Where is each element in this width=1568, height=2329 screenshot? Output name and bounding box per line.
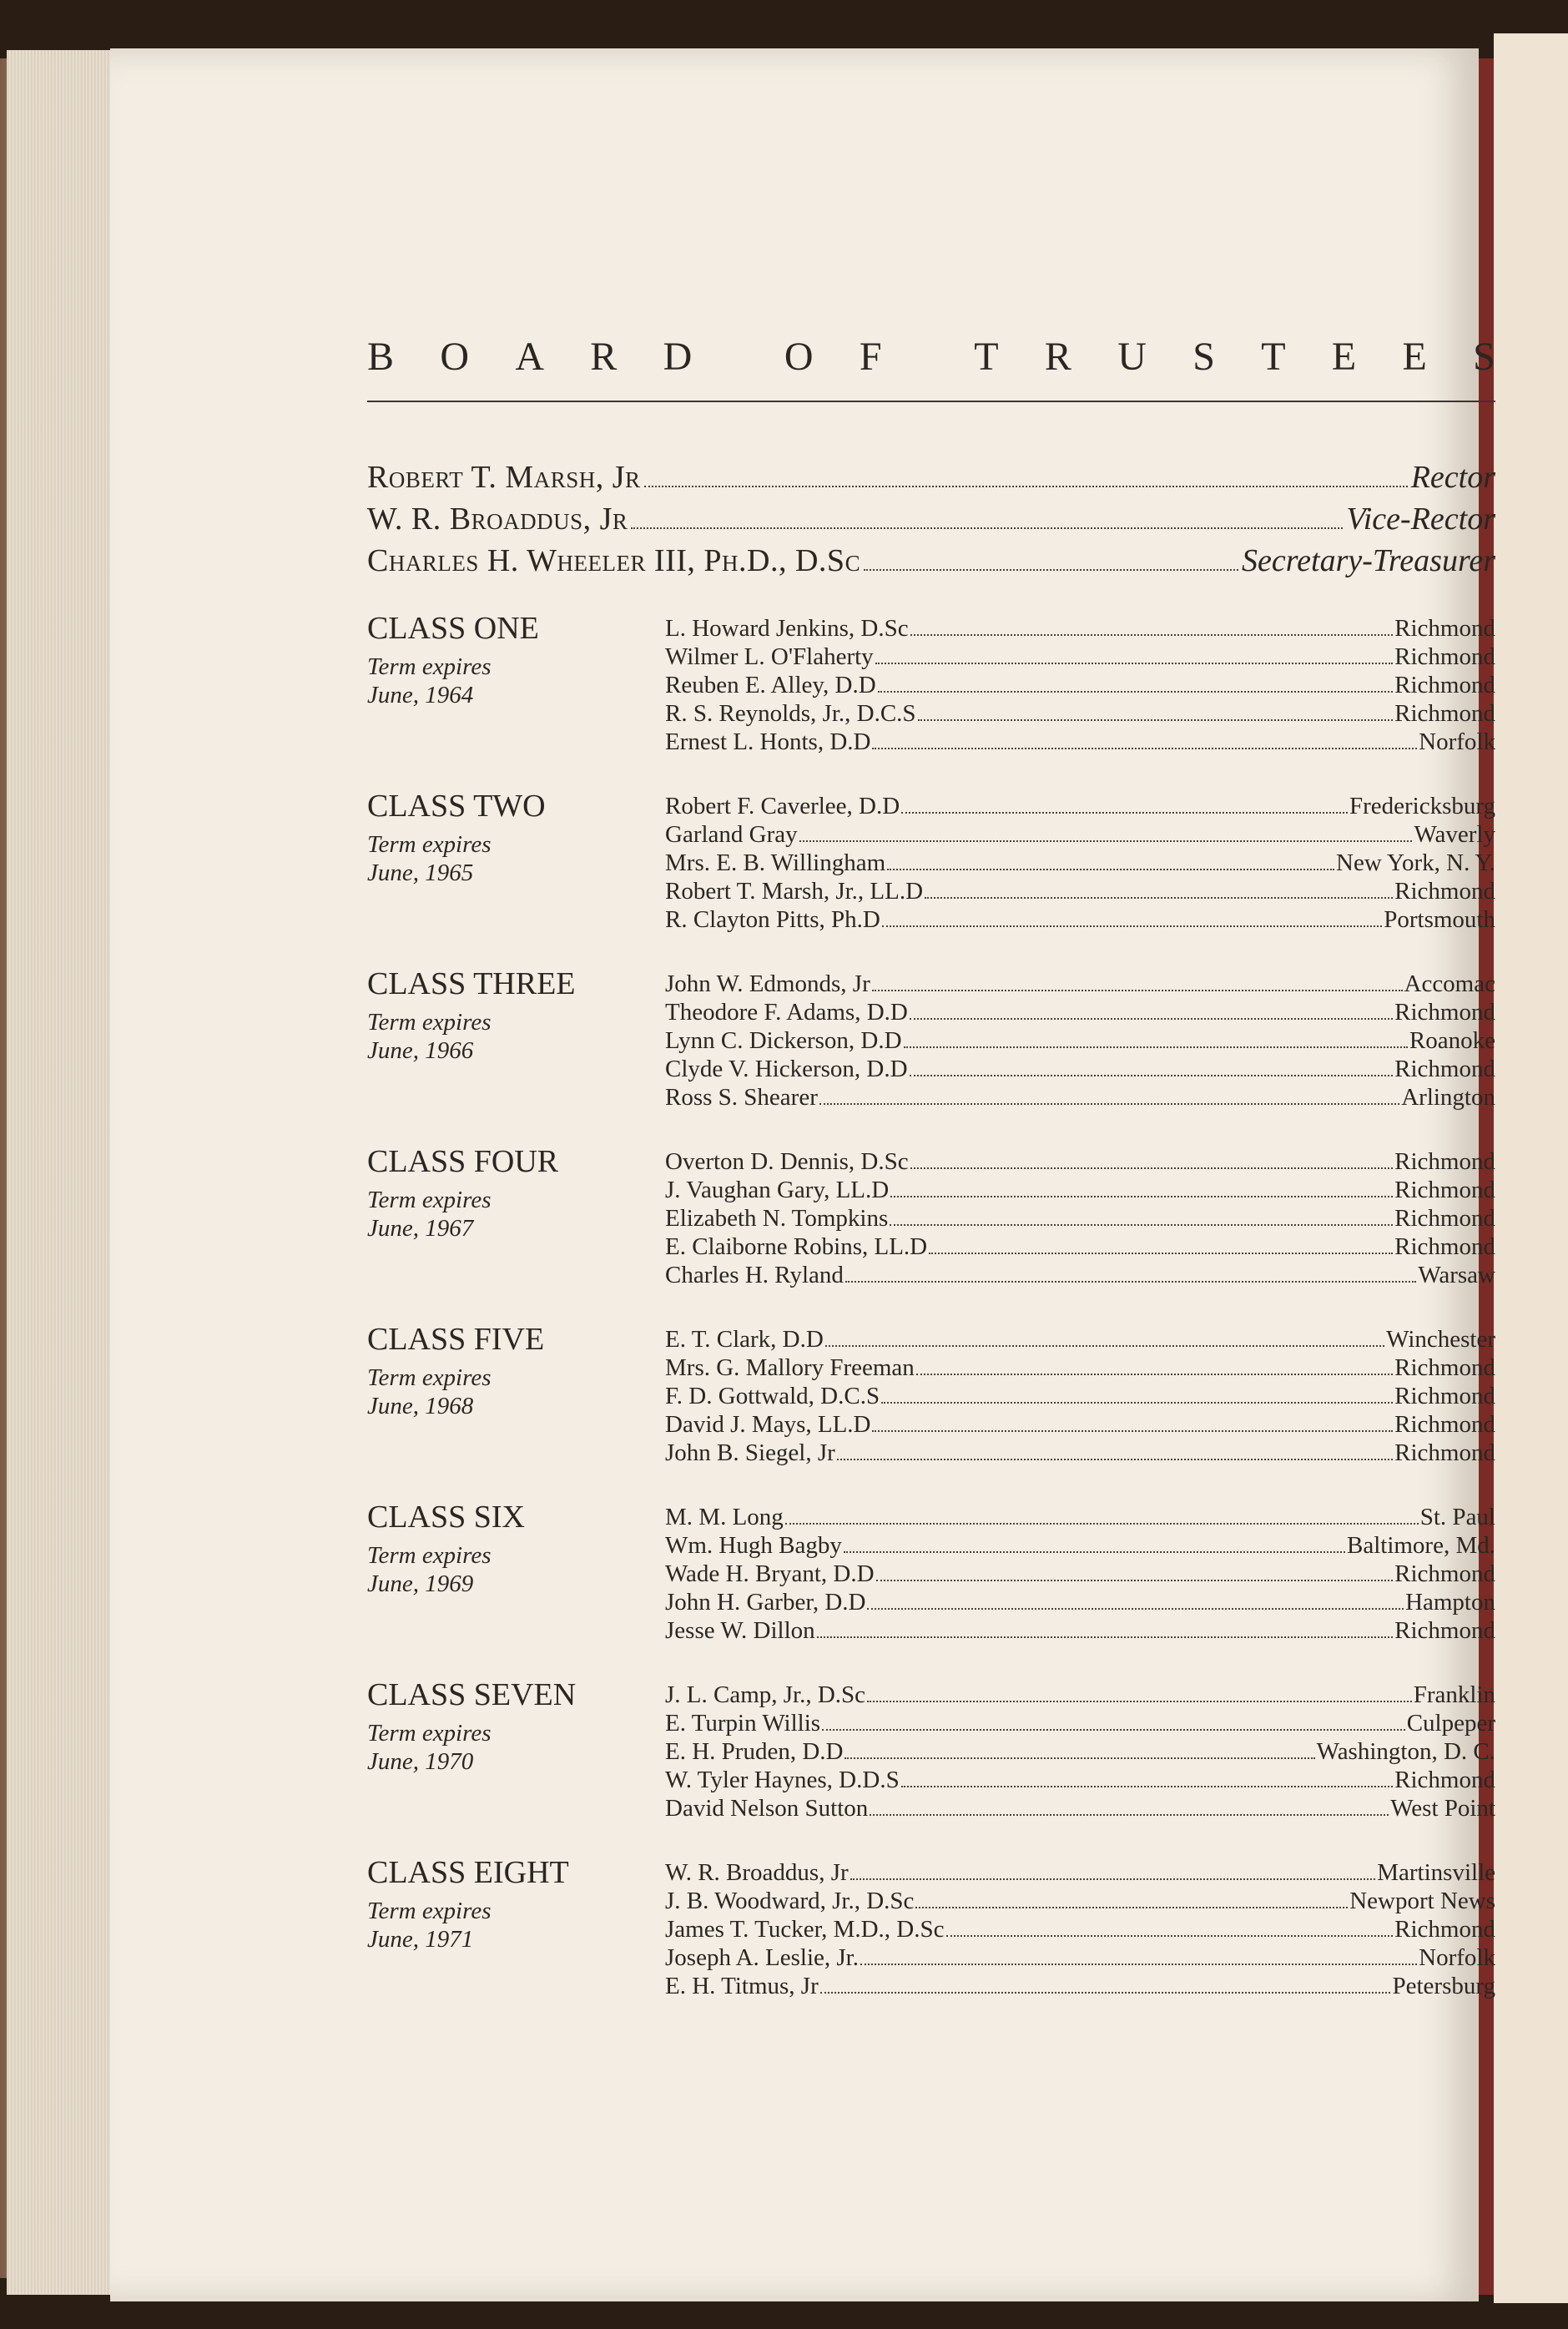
title-letter: A xyxy=(515,335,544,379)
leader-dots xyxy=(878,673,1394,693)
leader-dots xyxy=(901,1767,1393,1787)
member-place: Richmond xyxy=(1394,643,1495,670)
leader-dots xyxy=(820,1974,1391,1994)
member-place: Richmond xyxy=(1394,1411,1495,1438)
leader-dots xyxy=(844,1533,1345,1553)
member-name: James T. Tucker, M.D., D.Sc xyxy=(665,1916,945,1943)
term-expires-date: June, 1971 xyxy=(367,1926,474,1953)
member-list xyxy=(665,792,1495,934)
term-expiry xyxy=(367,830,643,887)
member-name: David Nelson Sutton xyxy=(665,1795,869,1822)
facing-page-edge xyxy=(1494,33,1568,2303)
leader-dots xyxy=(867,1682,1412,1702)
title-letter: E xyxy=(1331,335,1357,379)
leader-dots xyxy=(845,1263,1416,1283)
member-place: Baltimore, Md. xyxy=(1346,1532,1495,1559)
member-list xyxy=(665,1147,1495,1289)
member-row xyxy=(665,905,1495,934)
member-row xyxy=(665,970,1495,998)
title-letter: R xyxy=(590,335,618,379)
member-place: Richmond xyxy=(1394,878,1495,905)
leader-dots xyxy=(890,1177,1393,1197)
leader-dots xyxy=(850,1860,1376,1880)
leader-dots xyxy=(910,1149,1394,1169)
leader-dots xyxy=(860,1945,1417,1965)
leader-dots xyxy=(817,1618,1394,1638)
class-heading xyxy=(367,966,643,1065)
leader-dots xyxy=(822,1711,1405,1731)
member-row xyxy=(665,1055,1495,1083)
officer-row xyxy=(367,459,1495,501)
member-place: Washington, D. C. xyxy=(1316,1738,1495,1765)
member-row xyxy=(665,998,1495,1026)
class-heading xyxy=(367,789,643,887)
leader-dots xyxy=(916,1355,1393,1375)
leader-dots xyxy=(918,701,1394,721)
class-title: CLASS SEVEN xyxy=(367,1677,577,1712)
member-name: L. Howard Jenkins, D.Sc xyxy=(665,615,909,642)
member-place: Newport News xyxy=(1349,1888,1495,1914)
member-place: Richmond xyxy=(1394,999,1495,1026)
class-heading xyxy=(367,1677,643,1776)
member-row xyxy=(665,1887,1495,1915)
leader-dots xyxy=(825,1327,1384,1347)
member-place: Franklin xyxy=(1413,1681,1495,1708)
officer-row xyxy=(367,542,1495,584)
member-row xyxy=(665,1943,1495,1972)
member-name: Elizabeth N. Tompkins xyxy=(665,1205,889,1232)
member-name: M. M. Long xyxy=(665,1504,784,1530)
member-name: John B. Siegel, Jr xyxy=(665,1439,835,1466)
member-row xyxy=(665,1382,1495,1410)
member-place: New York, N. Y. xyxy=(1336,849,1495,876)
member-name: Charles H. Ryland xyxy=(665,1262,844,1288)
member-name: Reuben E. Alley, D.D xyxy=(665,672,876,698)
member-name: Robert F. Caverlee, D.D xyxy=(665,793,900,819)
member-place: Richmond xyxy=(1394,1767,1495,1793)
title-letter: S xyxy=(1192,335,1215,379)
leader-dots xyxy=(881,1384,1393,1404)
member-name: W. Tyler Haynes, D.D.S xyxy=(665,1767,900,1793)
member-row xyxy=(665,1147,1495,1176)
member-list xyxy=(665,614,1495,756)
member-name: Mrs. G. Mallory Freeman xyxy=(665,1354,915,1381)
leader-dots xyxy=(882,907,1382,927)
member-row xyxy=(665,1354,1495,1382)
member-place: Richmond xyxy=(1394,1056,1495,1082)
term-expiry xyxy=(367,653,643,709)
class-heading xyxy=(367,1322,643,1420)
member-name: Ernest L. Honts, D.D xyxy=(665,728,871,755)
member-row xyxy=(665,1439,1495,1467)
term-expires-date: June, 1964 xyxy=(367,682,474,708)
title-letter: R xyxy=(1044,335,1071,379)
member-place: Petersburg xyxy=(1392,1973,1495,1999)
class-title: CLASS SIX xyxy=(367,1500,525,1535)
member-row xyxy=(665,1176,1495,1204)
member-row xyxy=(665,1709,1495,1737)
member-name: F. D. Gottwald, D.C.S xyxy=(665,1383,880,1409)
member-row xyxy=(665,1204,1495,1233)
member-name: J. B. Woodward, Jr., D.Sc xyxy=(665,1888,915,1914)
officer-role: Vice-Rector xyxy=(1346,502,1495,537)
member-name: R. Clayton Pitts, Ph.D xyxy=(665,906,880,933)
member-row xyxy=(665,1972,1495,2000)
member-name: Lynn C. Dickerson, D.D xyxy=(665,1027,902,1054)
member-place: Roanoke xyxy=(1409,1027,1495,1054)
title-letter: T xyxy=(1261,335,1286,379)
member-name: Garland Gray xyxy=(665,821,798,848)
member-name: Jesse W. Dillon xyxy=(665,1617,815,1644)
leader-dots xyxy=(837,1440,1393,1460)
member-place: Richmond xyxy=(1394,1439,1495,1466)
term-expires-label: Term expires xyxy=(367,1009,492,1036)
leader-dots xyxy=(864,546,1238,571)
member-row xyxy=(665,699,1495,728)
member-row xyxy=(665,1766,1495,1794)
term-expiry xyxy=(367,1719,643,1776)
member-row xyxy=(665,792,1495,820)
title-letter: B xyxy=(367,335,395,379)
member-row xyxy=(665,1531,1495,1560)
member-name: Wm. Hugh Bagby xyxy=(665,1532,842,1559)
member-row xyxy=(665,1616,1495,1645)
officer-role: Secretary-Treasurer xyxy=(1242,543,1495,578)
member-place: Richmond xyxy=(1394,672,1495,698)
class-title: CLASS FIVE xyxy=(367,1322,545,1357)
title-letter: D xyxy=(663,335,693,379)
leader-dots xyxy=(910,616,1394,636)
leader-dots xyxy=(799,822,1413,842)
member-place: Norfolk xyxy=(1419,1944,1495,1971)
term-expires-label: Term expires xyxy=(367,1720,492,1747)
title-letter: U xyxy=(1117,335,1147,379)
member-place: Richmond xyxy=(1394,1177,1495,1203)
leader-dots xyxy=(845,1739,1314,1759)
member-name: Overton D. Dennis, D.Sc xyxy=(665,1148,909,1175)
member-place: Richmond xyxy=(1394,1148,1495,1175)
leader-dots xyxy=(631,504,1343,529)
class-title: CLASS THREE xyxy=(367,966,576,1001)
term-expiry xyxy=(367,1541,643,1598)
member-name: Theodore F. Adams, D.D xyxy=(665,999,908,1026)
officer-row xyxy=(367,501,1495,542)
term-expiry xyxy=(367,1897,643,1953)
member-name: Wilmer L. O'Flaherty xyxy=(665,643,874,670)
member-row xyxy=(665,877,1495,905)
title-rule xyxy=(367,401,1495,402)
class-title: CLASS TWO xyxy=(367,789,546,824)
term-expires-label: Term expires xyxy=(367,1187,492,1213)
member-name: John W. Edmonds, Jr xyxy=(665,970,870,997)
member-row xyxy=(665,1858,1495,1887)
member-name: E. Claiborne Robins, LL.D xyxy=(665,1233,928,1260)
member-row xyxy=(665,849,1495,877)
member-place: Martinsville xyxy=(1377,1859,1495,1886)
member-row xyxy=(665,1233,1495,1261)
member-name: John H. Garber, D.D xyxy=(665,1589,866,1616)
member-row xyxy=(665,1503,1495,1531)
title-letter: E xyxy=(1402,335,1427,379)
leader-dots xyxy=(915,1888,1348,1908)
title-letter: F xyxy=(859,335,882,379)
term-expires-date: June, 1966 xyxy=(367,1037,474,1064)
officer-name: Charles H. Wheeler III, Ph.D., D.Sc xyxy=(367,543,861,578)
member-name: Clyde V. Hickerson, D.D xyxy=(665,1056,908,1082)
member-name: R. S. Reynolds, Jr., D.C.S xyxy=(665,700,916,727)
leader-dots xyxy=(901,794,1348,814)
officer-name: W. R. Broaddus, Jr xyxy=(367,502,628,537)
member-row xyxy=(665,1410,1495,1439)
member-name: E. Turpin Willis xyxy=(665,1710,821,1737)
member-place: St. Paul xyxy=(1419,1504,1495,1530)
member-place: Richmond xyxy=(1394,1560,1495,1587)
term-expires-label: Term expires xyxy=(367,831,492,858)
member-row xyxy=(665,1261,1495,1289)
member-row xyxy=(665,1588,1495,1616)
leader-dots xyxy=(872,1412,1393,1432)
member-place: Norfolk xyxy=(1419,728,1495,755)
member-name: Ross S. Shearer xyxy=(665,1084,818,1111)
member-row xyxy=(665,614,1495,643)
class-title: CLASS FOUR xyxy=(367,1144,559,1179)
leader-dots xyxy=(904,1028,1408,1048)
member-place: Richmond xyxy=(1394,700,1495,727)
member-list xyxy=(665,1325,1495,1467)
member-place: West Point xyxy=(1390,1795,1495,1822)
member-name: Wade H. Bryant, D.D xyxy=(665,1560,875,1587)
term-expires-date: June, 1967 xyxy=(367,1215,474,1242)
leader-dots xyxy=(644,462,1408,487)
member-name: E. H. Titmus, Jr xyxy=(665,1973,819,1999)
class-heading xyxy=(367,611,643,709)
member-place: Waverly xyxy=(1414,821,1495,848)
title-letter: O xyxy=(440,335,469,379)
term-expiry xyxy=(367,1186,643,1243)
class-title: CLASS EIGHT xyxy=(367,1855,569,1890)
member-name: J. L. Camp, Jr., D.Sc xyxy=(665,1681,866,1708)
member-place: Accomac xyxy=(1404,970,1495,997)
member-place: Hampton xyxy=(1405,1589,1495,1616)
member-row xyxy=(665,1737,1495,1766)
member-place: Richmond xyxy=(1394,1233,1495,1260)
member-place: Portsmouth xyxy=(1384,906,1495,933)
member-place: Culpeper xyxy=(1406,1710,1495,1737)
leader-dots xyxy=(867,1590,1404,1610)
leader-dots xyxy=(887,850,1334,870)
member-name: E. T. Clark, D.D xyxy=(665,1326,824,1353)
member-row xyxy=(665,1325,1495,1354)
page-edges xyxy=(7,50,115,2295)
leader-dots xyxy=(910,1056,1394,1076)
title-letter: O xyxy=(784,335,814,379)
term-expiry xyxy=(367,1008,643,1065)
member-name: J. Vaughan Gary, LL.D xyxy=(665,1177,890,1203)
member-list xyxy=(665,970,1495,1112)
member-name: Robert T. Marsh, Jr., LL.D xyxy=(665,878,924,905)
member-place: Richmond xyxy=(1394,1205,1495,1232)
leader-dots xyxy=(890,1206,1393,1226)
member-place: Warsaw xyxy=(1418,1262,1495,1288)
term-expires-label: Term expires xyxy=(367,1898,492,1924)
member-place: Winchester xyxy=(1386,1326,1495,1353)
term-expiry xyxy=(367,1364,643,1420)
term-expires-date: June, 1970 xyxy=(367,1748,474,1775)
member-row xyxy=(665,1560,1495,1588)
class-heading xyxy=(367,1500,643,1598)
member-row xyxy=(665,820,1495,849)
term-expires-label: Term expires xyxy=(367,653,492,680)
member-place: Richmond xyxy=(1394,1916,1495,1943)
member-row xyxy=(665,1083,1495,1112)
term-expires-date: June, 1969 xyxy=(367,1570,474,1597)
member-row xyxy=(665,643,1495,671)
member-list xyxy=(665,1503,1495,1645)
member-row xyxy=(665,728,1495,756)
title-letter: S xyxy=(1473,335,1495,379)
member-name: Joseph A. Leslie, Jr. xyxy=(665,1944,859,1971)
leader-dots xyxy=(872,971,1403,991)
term-expires-label: Term expires xyxy=(367,1364,492,1391)
member-list xyxy=(665,1681,1495,1822)
term-expires-date: June, 1968 xyxy=(367,1393,474,1419)
member-name: Mrs. E. B. Willingham xyxy=(665,849,886,876)
member-name: W. R. Broaddus, Jr xyxy=(665,1859,849,1886)
member-place: Fredericksburg xyxy=(1349,793,1495,819)
member-name: David J. Mays, LL.D xyxy=(665,1411,871,1438)
class-title: CLASS ONE xyxy=(367,611,539,646)
term-expires-date: June, 1965 xyxy=(367,860,474,886)
member-name: E. H. Pruden, D.D xyxy=(665,1738,844,1765)
leader-dots xyxy=(785,1505,1419,1525)
member-row xyxy=(665,1794,1495,1822)
term-expires-label: Term expires xyxy=(367,1542,492,1569)
member-row xyxy=(665,1026,1495,1055)
officer-name: Robert T. Marsh, Jr xyxy=(367,460,641,495)
member-list xyxy=(665,1858,1495,2000)
leader-dots xyxy=(876,1561,1394,1581)
member-place: Richmond xyxy=(1394,615,1495,642)
member-place: Arlington xyxy=(1401,1084,1495,1111)
member-place: Richmond xyxy=(1394,1617,1495,1644)
leader-dots xyxy=(872,729,1417,749)
leader-dots xyxy=(819,1085,1399,1105)
member-place: Richmond xyxy=(1394,1383,1495,1409)
officer-role: Rector xyxy=(1410,460,1495,495)
leader-dots xyxy=(875,644,1393,664)
member-row xyxy=(665,1915,1495,1943)
page-content xyxy=(110,0,1495,2253)
leader-dots xyxy=(946,1917,1394,1937)
class-heading xyxy=(367,1855,643,1953)
leader-dots xyxy=(929,1234,1393,1254)
member-place: Richmond xyxy=(1394,1354,1495,1381)
leader-dots xyxy=(910,1000,1393,1020)
leader-dots xyxy=(925,879,1393,899)
page-title xyxy=(367,334,1495,380)
title-letter: T xyxy=(974,335,999,379)
leader-dots xyxy=(870,1796,1389,1816)
member-row xyxy=(665,1681,1495,1709)
member-row xyxy=(665,671,1495,699)
class-heading xyxy=(367,1144,643,1243)
